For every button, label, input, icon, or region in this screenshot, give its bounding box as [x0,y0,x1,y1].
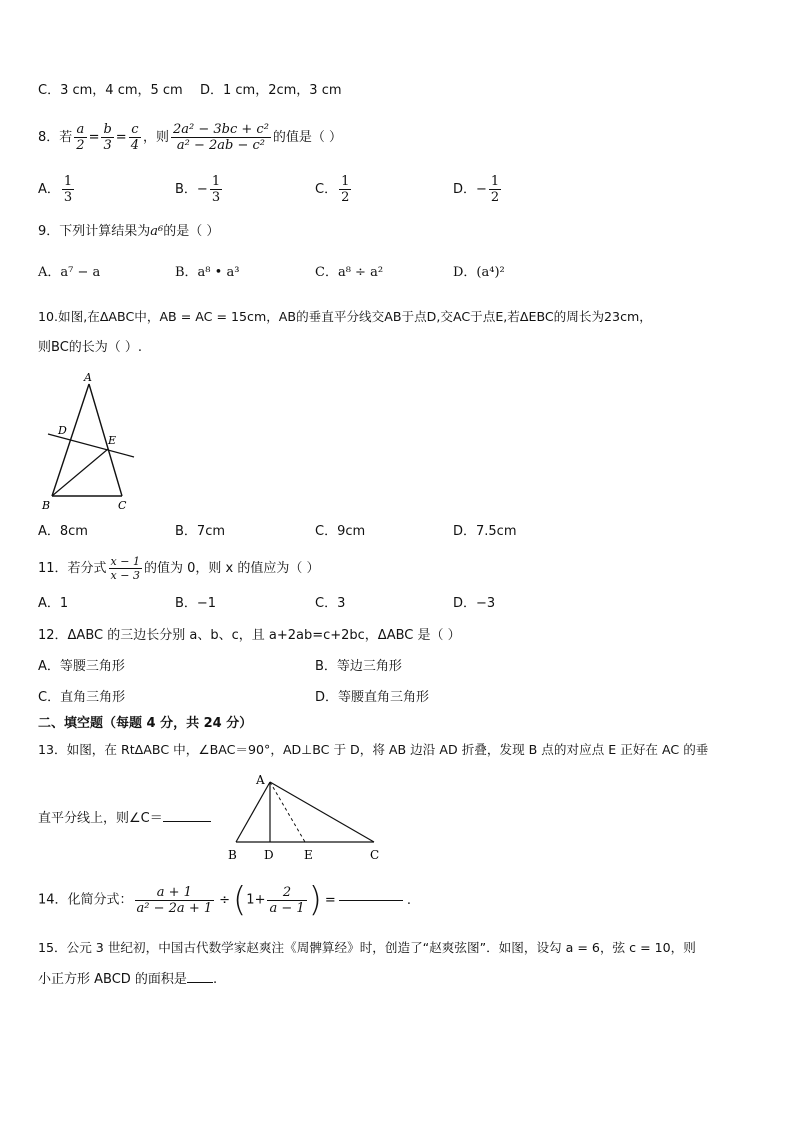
q13-segment-ae [270,782,305,842]
q14-prefix: 14．化简分式： [38,892,133,908]
q9-option-a: A．a⁷ − a [38,265,101,280]
q14-left-paren: ( [233,880,247,920]
q8-option-d-sign: − [476,182,487,197]
q8-option-d-frac [489,174,501,205]
q11-option-a: A．1 [38,596,69,611]
q10-label-a: A [84,371,92,384]
q8-ratio-a [74,122,86,153]
q12-option-c: C．直角三角形 [38,690,126,705]
q9-option-d: D．(a⁴)² [453,265,505,280]
q8-option-c-frac [339,174,351,205]
q12-stem: 12．ΔABC 的三边长分别 a、b、c，且 a+2ab=c+2bc，ΔABC 是（ ） [38,628,461,643]
q8-option-a-num: 1 [63,174,73,189]
q11-option-c: C．3 [315,596,346,611]
q7-option-c: C．3 cm，4 cm，5 cm [38,83,183,98]
section-2-title: 二、填空题（每题 4 分，共 24 分） [38,716,253,731]
q8-option-b-label: B． [175,182,197,197]
q13-label-b: B [228,848,237,862]
q14-fraction-2 [267,885,306,916]
q13-stem-line1: 13．如图，在 RtΔABC 中，∠BAC＝90°，AD⊥BC 于 D，将 AB 边沿 AD 折叠，发现 B 点的对应点 E 正好在 AC 的垂 [38,742,709,757]
q9-option-c: C．a⁸ ÷ a² [315,265,384,280]
q13-stem-line2 [38,810,211,828]
q14-fraction-1-den: a² − 2a + 1 [136,900,213,916]
q8-eq2: = [115,130,127,145]
q10-stem-line1: 10.如图,在ΔABC中，AB = AC = 15cm，AB的垂直平分线交AB于点D,交AC于点E,若ΔEBC的周长为23cm， [38,309,652,324]
q8-stem [38,118,342,158]
q11-option-d: D．−3 [453,596,496,611]
q8-ratio-b-den: 3 [103,138,112,153]
q8-option-c-num: 1 [341,174,350,189]
q8-option-a-label: A． [38,182,60,197]
q8-ratio-c-den: 4 [130,138,139,153]
q8-prefix: 8．若 [38,130,73,145]
q11-fraction-num: x − 1 [110,555,140,568]
q13-answer-blank[interactable] [163,821,211,822]
q8-option-b-den: 3 [211,190,221,205]
q8-mid: ，则 [142,130,169,145]
q13-side-ab [236,782,270,842]
q15-answer-blank[interactable] [187,982,213,983]
q8-option-d-num: 1 [490,174,500,189]
q8-ratio-a-num: a [74,122,86,138]
q8-ratio-c-num: c [129,122,141,138]
q8-option-c-label: C． [315,182,338,197]
q15-end: . [212,972,218,987]
q11-fraction-den: x − 3 [110,569,140,582]
q12-option-a: A．等腰三角形 [38,659,125,674]
q10-perpendicular-bisector [48,434,134,457]
q12-option-d: D．等腰直角三角形 [315,690,430,705]
q8-option-b-num: 1 [211,174,221,189]
q15-stem-line2 [38,971,217,989]
q14-answer-blank[interactable] [339,900,403,901]
q10-option-c: C．9cm [315,524,366,539]
q13-label-d: D [264,848,274,862]
q8-option-b [175,172,224,208]
q13-label-e: E [304,848,313,862]
q8-option-d [453,172,503,208]
q8-option-d-den: 2 [490,190,500,205]
q15-stem-line1: 15．公元 3 世纪初，中国古代数学家赵爽注《周髀算经》时，创造了“赵爽弦图”．如图，设勾 a = 6，弦 c = 10，则 [38,940,696,955]
q11-fraction [109,555,142,582]
q10-stem-line2: 则BC的长为（ ）. [38,340,143,355]
q10-label-c: C [118,499,127,512]
q8-option-b-frac [210,174,222,205]
q13-triangle-figure [222,768,392,868]
q14-fraction-1 [135,885,215,916]
q8-expression-num: 2a² − 3bc + c² [173,122,269,137]
q14-equals: = [324,892,336,908]
q13-side-ac [270,782,374,842]
q10-option-b: B．7cm [175,524,226,539]
q9-suffix: 的是（ ） [163,224,220,239]
q8-suffix: 的值是（ ） [272,130,343,145]
q10-label-b: B [42,499,51,512]
q14-fraction-1-num: a + 1 [135,885,215,901]
q9-prefix: 9．下列计算结果为 [38,224,151,239]
q10-triangle-figure [40,370,140,515]
q10-label-e: E [108,434,117,447]
q10-option-a: A．8cm [38,524,88,539]
q13-stem-text: 直平分线上，则∠C＝ [38,811,163,826]
q8-option-d-label: D． [453,182,477,197]
q14-fraction-2-den: a − 1 [269,900,305,916]
q13-label-a: A [256,773,265,787]
q8-option-a [38,172,76,208]
q8-option-b-sign: − [196,182,208,197]
q10-option-d: D．7.5cm [453,524,517,539]
q11-stem [38,552,319,586]
q9-option-b: B．a⁸ • a³ [175,265,240,280]
q9-target: a⁶ [150,224,164,239]
q7-option-d: D．1 cm，2cm，3 cm [200,83,342,98]
q8-ratio-a-den: 2 [76,138,85,153]
q8-expression [171,122,271,153]
q8-option-c-den: 2 [341,190,350,205]
q8-option-a-den: 3 [63,190,73,205]
q8-eq1: = [88,130,100,145]
q8-ratio-b-num: b [103,122,112,137]
q11-option-b: B．−1 [175,596,217,611]
q12-option-b: B．等边三角形 [315,659,402,674]
q8-option-c [315,172,353,208]
q14-divide: ÷ [219,892,231,908]
q11-prefix: 11．若分式 [38,561,107,576]
q15-stem-text: 小正方形 ABCD 的面积是 [38,972,187,987]
q14-end: . [406,892,411,908]
q14-fraction-2-num: 2 [267,885,306,901]
q9-stem [38,223,219,241]
q10-label-d: D [58,424,67,437]
q8-ratio-b [101,122,113,153]
q8-ratio-c [129,122,141,153]
q8-expression-den: a² − 2ab − c² [176,138,266,153]
q14-right-paren: ) [308,880,322,920]
q13-label-c: C [370,848,380,862]
q10-side-ac [89,384,122,496]
q14-one-plus: 1+ [246,892,266,908]
q14-stem [38,878,411,923]
q8-option-a-frac [62,174,74,205]
q11-suffix: 的值为 0，则 x 的值应为（ ） [143,561,320,576]
